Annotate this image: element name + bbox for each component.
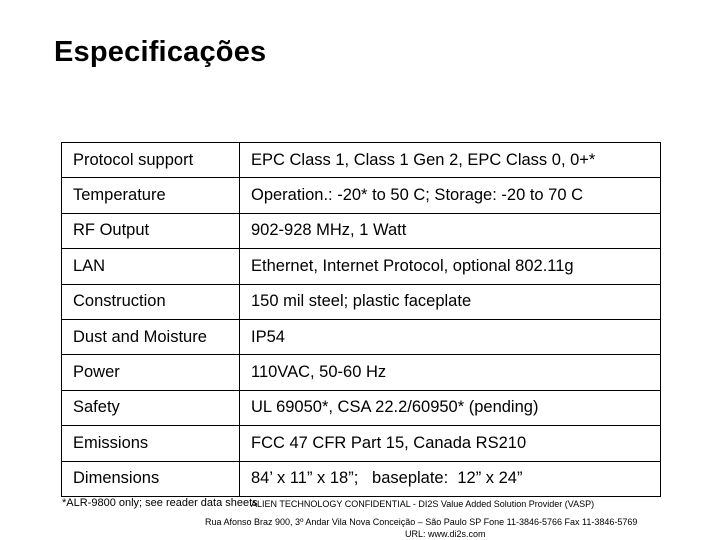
spec-label: Construction [62, 284, 240, 319]
table-row [62, 390, 661, 425]
spec-label: Power [62, 355, 240, 390]
table-row [62, 426, 661, 461]
spec-value: EPC Class 1, Class 1 Gen 2, EPC Class 0, 0+* [240, 143, 661, 178]
spec-label: RF Output [62, 213, 240, 248]
company-address: Rua Afonso Braz 900, 3º Andar Vila Nova Conceição – São Paulo SP Fone 11-3846-5766 Fax 11-3846-5769 [205, 517, 638, 527]
table-row [62, 461, 661, 496]
table-row [62, 178, 661, 213]
spec-value: FCC 47 CFR Part 15, Canada RS210 [240, 426, 661, 461]
spec-value: 150 mil steel; plastic faceplate [240, 284, 661, 319]
spec-label: LAN [62, 249, 240, 284]
table-row [62, 355, 661, 390]
spec-label: Protocol support [62, 143, 240, 178]
table-row [62, 249, 661, 284]
footnote: *ALR-9800 only; see reader data sheets [62, 497, 258, 509]
spec-value: 84’ x 11” x 18”; baseplate: 12” x 24” [240, 461, 661, 496]
company-url: URL: www.di2s.com [405, 529, 486, 539]
spec-label: Dimensions [62, 461, 240, 496]
table-row [62, 319, 661, 354]
spec-value: Operation.: -20* to 50 C; Storage: -20 to 70 C [240, 178, 661, 213]
spec-value: 902-928 MHz, 1 Watt [240, 213, 661, 248]
spec-value: Ethernet, Internet Protocol, optional 802.11g [240, 249, 661, 284]
table-row [62, 213, 661, 248]
table-row [62, 143, 661, 178]
spec-label: Emissions [62, 426, 240, 461]
spec-value: 110VAC, 50-60 Hz [240, 355, 661, 390]
table-row [62, 284, 661, 319]
spec-label: Dust and Moisture [62, 319, 240, 354]
spec-label: Temperature [62, 178, 240, 213]
page-title: Especificações [54, 36, 267, 68]
spec-value: UL 69050*, CSA 22.2/60950* (pending) [240, 390, 661, 425]
spec-label: Safety [62, 390, 240, 425]
specifications-table [61, 142, 661, 497]
confidential-notice: ALIEN TECHNOLOGY CONFIDENTIAL - DI2S Value Added Solution Provider (VASP) [251, 499, 595, 509]
spec-value: IP54 [240, 319, 661, 354]
